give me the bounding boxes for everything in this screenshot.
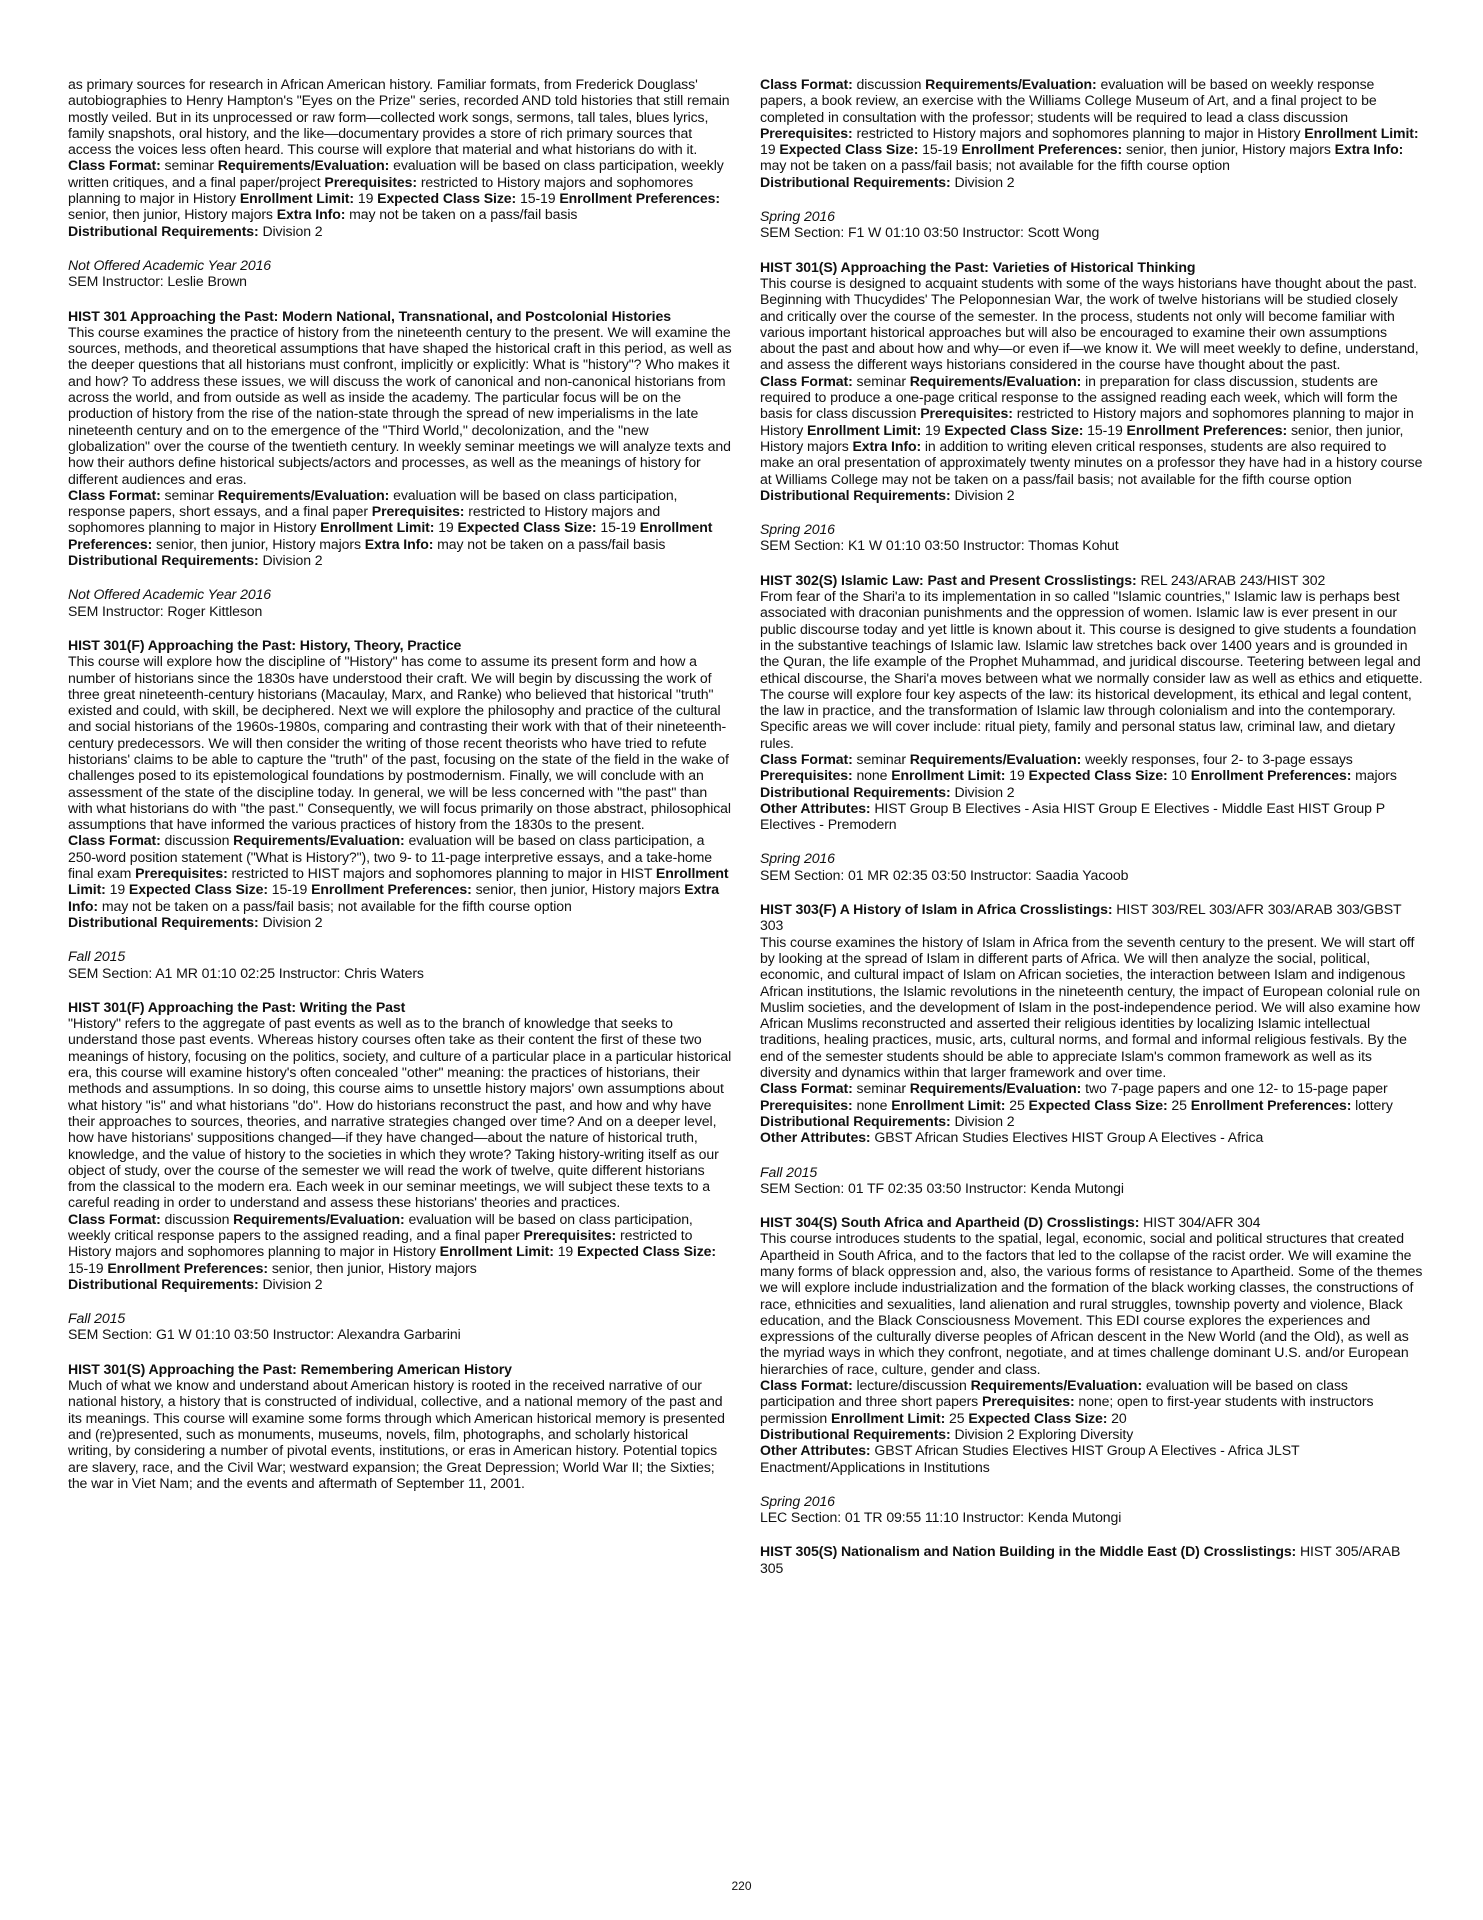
detail-value: 15-19 <box>600 519 636 536</box>
course-details <box>760 751 1424 784</box>
detail-value: senior, then junior, History majors <box>68 206 273 223</box>
detail-label: Class Format: <box>760 1377 853 1394</box>
attribute-value: Division 2 <box>262 913 323 930</box>
detail-label: Expected Class Size: <box>1028 767 1168 784</box>
attribute-value: Division 2 <box>262 552 323 569</box>
crosslistings-label: Crosslistings: <box>1044 571 1137 588</box>
detail-label: Requirements/Evaluation: <box>909 372 1082 389</box>
course-attribute <box>760 1442 1424 1475</box>
course-title <box>760 901 1424 934</box>
course-entry <box>760 572 1424 833</box>
detail-value: seminar <box>856 372 906 389</box>
left-column <box>68 76 732 1509</box>
detail-value: discussion <box>164 832 230 849</box>
detail-value: 25 <box>949 1409 965 1426</box>
attribute-label: Other Attributes: <box>760 1129 871 1146</box>
crosslistings-value: REL 243/ARAB 243/HIST 302 <box>1140 571 1326 588</box>
detail-label: Requirements/Evaluation: <box>970 1377 1143 1394</box>
course-details <box>68 832 732 913</box>
page-number: 220 <box>731 1879 752 1893</box>
course-title <box>68 308 732 324</box>
attribute-value: Division 2 <box>262 1275 323 1292</box>
attribute-value: Division 2 Exploring Diversity <box>954 1425 1134 1442</box>
detail-value: restricted to HIST majors and sophomores planning to major in HIST <box>231 865 653 882</box>
detail-value: 10 <box>1171 767 1187 784</box>
detail-value: may not be taken on a pass/fail basis <box>437 535 666 552</box>
detail-label: Prerequisites: <box>135 865 228 882</box>
detail-label: Expected Class Size: <box>779 141 919 158</box>
detail-label: Class Format: <box>68 157 161 174</box>
detail-value: 15-19 <box>519 190 556 207</box>
attribute-value: Division 2 <box>954 486 1015 503</box>
detail-value: majors <box>1355 767 1397 784</box>
crosslistings-value: HIST 304/AFR 304 <box>1143 1214 1261 1231</box>
detail-label: Enrollment Preferences: <box>311 881 472 898</box>
course-title-text: HIST 301(S) Approaching the Past: Remembering American History <box>68 1360 512 1377</box>
course-entry <box>760 76 1424 190</box>
detail-label: Expected Class Size: <box>377 190 517 207</box>
attribute-label: Distributional Requirements: <box>760 1425 951 1442</box>
crosslistings-label: Crosslistings: <box>1046 1214 1140 1231</box>
detail-value: 19 <box>925 421 941 438</box>
detail-label: Enrollment Preferences: <box>1190 767 1352 784</box>
course-details <box>760 76 1424 174</box>
detail-label: Class Format: <box>760 750 853 767</box>
course-details <box>68 487 732 552</box>
detail-value: in preparation for class discussion, students are required to produce a one-page critical response to the assigned reading each week, which will form the basis for class discussion <box>760 372 1398 422</box>
offering-term: Spring 2016 <box>760 208 835 225</box>
detail-label: Prerequisites: <box>523 1227 617 1243</box>
attribute-label: Distributional Requirements: <box>68 552 259 569</box>
detail-value: evaluation will be based on class participation, weekly critical response papers to the assigned reading, and a final paper <box>68 1210 693 1243</box>
detail-value: restricted to History majors and sophomores planning to major in History <box>856 124 1301 141</box>
course-description: The course will explore four key aspects of the law: its historical development, its ethical and legal content, the law in practice, and the transformation of Islamic law through colonialism and into the contemporary. Specific areas we will cover include: ritual piety, family and personal status law, criminal law, and dietary rules. <box>760 685 1412 751</box>
course-entry <box>68 76 732 239</box>
detail-label: Prerequisites: <box>760 1096 853 1113</box>
detail-label: Class Format: <box>760 372 853 389</box>
right-column <box>760 76 1424 1594</box>
crosslistings-label: Crosslistings: <box>1203 1543 1297 1560</box>
offering-section: SEM Section: 01 MR 02:35 03:50 Instructor: Saadia Yacoob <box>760 866 1129 883</box>
detail-value: senior, then junior, History majors <box>760 421 1404 454</box>
course-description: This course will explore how the discipline of "History" has come to assume its present form and how a number of historians since the 1830s have understood their craft. We will begin by discussing the work of three great nineteenth-century historians (Macaulay, Marx, and Ranke) who believed that historical "truth" existed and could, with skill, be deciphered. Next we will explore the philosophy and practice of the cultural and social historians of the 1960s-1980s, comparing and contrasting their work with that of their nineteenth-century predecessors. We will then consider the writing of those recent theorists who have tried to refute historians' claims to be able to capture the "truth" of the past, focusing on the state of the field in the wake of challenges posed to its epistemological foundations by postmodernism. Finally, we will conclude with an assessment of the state of the discipline today. In general, we will be less concerned with "the past" than with what historians do with "the past." Consequently, we will focus primarily on those abstract, philosophical assumptions that have informed the various practices of history from the 1830s to the present. <box>68 653 731 833</box>
detail-value: restricted to History majors and sophomores planning to major in History <box>760 405 1414 438</box>
detail-label: Enrollment Limit: <box>320 519 435 536</box>
detail-label: Requirements/Evaluation: <box>909 1080 1082 1097</box>
course-attribute <box>68 552 732 568</box>
detail-label: Enrollment Limit: <box>68 865 729 898</box>
detail-label: Expected Class Size: <box>577 1243 716 1260</box>
course-title <box>68 999 732 1015</box>
course-title <box>760 572 1424 588</box>
detail-label: Prerequisites: <box>920 405 1013 422</box>
detail-value: seminar <box>856 750 906 767</box>
course-attribute <box>760 1129 1424 1145</box>
detail-label: Expected Class Size: <box>1028 1096 1168 1113</box>
offering-term: Spring 2016 <box>760 1492 835 1509</box>
detail-value: 20 <box>1111 1409 1127 1426</box>
offering-term: Fall 2015 <box>68 948 126 965</box>
course-description: "History" refers to the aggregate of past events as well as to the branch of knowledge that seeks to understand those past events. Whereas history courses often take as their content the first of these two meanings of history, focusing on the politics, society, and culture of a particular place in a particular historical era, this course will examine history's often concealed "other" meaning: the practices of historians, their methods and assumptions. In so doing, this course aims to unsettle history majors' own assumptions about what history "is" and what historians "do". How do historians reconstruct the past, and how and why have their approaches to sources, theories, and narrative strategies changed over time? And on a deeper level, how have historians' suppositions changed—if they have changed—about the nature of historical truth, knowledge, and the value of history to the societies in which they wrote? Taking history-writing itself as our object of study, over the course of the semester we will read the work of twelve, quite different historians from the classical to the modern era. Each week in our seminar meetings, we will subject these texts to a careful reading in order to understand and assess these historians' theories and practices. <box>68 1015 732 1211</box>
detail-value: evaluation will be based on class participation and three short papers <box>760 1377 1348 1410</box>
detail-label: Prerequisites: <box>324 173 417 190</box>
detail-label: Prerequisites: <box>371 503 465 520</box>
attribute-label: Distributional Requirements: <box>760 173 951 190</box>
detail-label: Expected Class Size: <box>968 1409 1108 1426</box>
course-entry <box>760 901 1424 1145</box>
detail-value: restricted to History majors and sophomores planning to major in History <box>68 173 694 207</box>
detail-value: evaluation will be based on weekly response papers, a book review, an exercise with the Williams College Museum of Art, and a final project to be completed in consultation with the professor; students will be required to lead a class discussion <box>760 76 1377 125</box>
detail-label: Enrollment Preferences: <box>1126 421 1288 438</box>
detail-label: Class Format: <box>68 1210 161 1227</box>
detail-label: Prerequisites: <box>760 767 853 784</box>
course-description: Much of what we know and understand about American history is rooted in the received narrative of our national history, a history that is constructed of individual, collective, and a national memory of the past and its meanings. This course will examine some forms through which American historical memory is presented and (re)presented, such as monuments, museums, novels, film, photographs, and scholarly historical writing, by considering a number of pivotal events, institutions, or eras in American history. Potential topics are slavery, race, and the Civil War; westward expansion; the Great Depression; World War II; the Sixties; the war in Viet Nam; and the events and aftermath of September 11, 2001. <box>68 1377 725 1491</box>
course-title <box>68 1361 732 1377</box>
detail-value: senior, then junior, History majors <box>475 881 681 898</box>
attribute-label: Other Attributes: <box>760 1442 871 1459</box>
offering-term: Fall 2015 <box>68 1310 126 1327</box>
detail-label: Enrollment Limit: <box>439 1243 554 1260</box>
crosslistings-value: HIST 303/REL 303/AFR 303/ARAB 303/GBST 303 <box>760 901 1402 934</box>
detail-label: Class Format: <box>68 832 161 849</box>
detail-label: Class Format: <box>760 1080 853 1097</box>
course-title <box>760 259 1424 275</box>
attribute-label: Distributional Requirements: <box>68 1275 259 1292</box>
course-title-text: HIST 302(S) Islamic Law: Past and Present <box>760 571 1041 588</box>
course-entry <box>760 1543 1424 1576</box>
detail-label: Enrollment Limit: <box>1304 124 1419 141</box>
course-offering <box>760 521 1424 554</box>
course-entry <box>68 637 732 930</box>
offering-section: SEM Section: K1 W 01:10 03:50 Instructor: Thomas Kohut <box>760 537 1119 554</box>
detail-value: none <box>856 767 888 784</box>
detail-label: Class Format: <box>760 76 853 92</box>
detail-value: 19 <box>557 1243 574 1260</box>
detail-value: weekly responses, four 2- to 3-page essays <box>1085 750 1353 767</box>
detail-value: may not be taken on a pass/fail basis; not available for the fifth course option <box>101 897 572 914</box>
offering-section: SEM Section: 01 TF 02:35 03:50 Instructor: Kenda Mutongi <box>760 1179 1124 1196</box>
attribute-label: Other Attributes: <box>760 799 871 816</box>
offering-term: Not Offered Academic Year 2016 <box>68 256 272 273</box>
detail-value: discussion <box>856 76 922 92</box>
attribute-value: Division 2 <box>262 222 323 239</box>
detail-label: Expected Class Size: <box>128 881 268 898</box>
attribute-value: GBST African Studies Electives HIST Group A Electives - Africa JLST Enactment/Applications in Institutions <box>760 1442 1300 1475</box>
detail-value: 19 <box>357 190 374 207</box>
attribute-value: Division 2 <box>954 783 1015 800</box>
course-details <box>68 1211 732 1276</box>
course-offering <box>68 1310 732 1343</box>
offering-section: SEM Instructor: Leslie Brown <box>68 273 247 290</box>
detail-label: Extra Info: <box>1334 141 1404 158</box>
attribute-label: Distributional Requirements: <box>68 913 259 930</box>
detail-value: senior, then junior, History majors <box>156 535 361 552</box>
detail-value: none <box>856 1096 888 1113</box>
detail-value: may not be taken on a pass/fail basis <box>349 206 578 223</box>
attribute-label: Distributional Requirements: <box>760 486 951 503</box>
detail-value: 19 <box>109 881 126 898</box>
detail-value: discussion <box>164 1210 230 1227</box>
detail-label: Extra Info: <box>364 535 434 552</box>
attribute-value: HIST Group B Electives - Asia HIST Group E Electives - Middle East HIST Group P Electives - Premodern <box>760 799 1385 833</box>
course-title-text: HIST 305(S) Nationalism and Nation Building in the Middle East (D) <box>760 1543 1200 1560</box>
course-offering <box>68 948 732 981</box>
attribute-value: GBST African Studies Electives HIST Group A Electives - Africa <box>874 1129 1264 1146</box>
detail-value: restricted to History majors and sophomores planning to major in History <box>68 1227 693 1260</box>
detail-value: in addition to writing eleven critical responses, students are also required to make an oral presentation of approximately twenty minutes on a professor they have had in a history course at Williams College may not be taken on a pass/fail basis; not available for the fifth course option <box>760 437 1423 487</box>
offering-section: SEM Section: G1 W 01:10 03:50 Instructor: Alexandra Garbarini <box>68 1326 461 1343</box>
crosslistings-label: Crosslistings: <box>1019 901 1113 918</box>
detail-value: 25 <box>1171 1096 1187 1113</box>
detail-label: Requirements/Evaluation: <box>925 76 1097 92</box>
detail-label: Enrollment Limit: <box>891 1096 1006 1113</box>
offering-section: LEC Section: 01 TR 09:55 11:10 Instructor: Kenda Mutongi <box>760 1509 1122 1526</box>
course-description: This course examines the practice of history from the nineteenth century to the present. We will examine the sources, methods, and theoretical assumptions that have shaped the historical craft in this period, as well as the deeper questions that all historians must confront, implicitly or explicitly: What is "history"? Who makes it and how? To address these issues, we will discuss the work of canonical and non-canonical historians from across the world, and from outside as well as inside the academy. The particular focus will be on the production of history from the rise of the nation-state through the spread of new imperialisms in the late nineteenth century and on to the emergence of the "Third World," decolonization, and the "new globalization" over the course of the twentieth century. In weekly seminar meetings we will analyze texts and how their authors define historical subjects/actors and processes, as well as the meanings of history for different audiences and eras. <box>68 323 732 487</box>
detail-label: Enrollment Preferences: <box>1190 1096 1352 1113</box>
attribute-label: Distributional Requirements: <box>760 783 951 800</box>
detail-value: evaluation will be based on class participation, response papers, short essays, and a final paper <box>68 486 678 520</box>
detail-value: 15-19 <box>1087 421 1123 438</box>
course-offering <box>760 1164 1424 1197</box>
offering-section: SEM Section: F1 W 01:10 03:50 Instructor: Scott Wong <box>760 224 1100 241</box>
detail-value: seminar <box>164 157 214 174</box>
course-entry <box>68 1361 732 1491</box>
course-offering <box>68 257 732 290</box>
course-offering <box>68 586 732 619</box>
detail-value: restricted to History majors and sophomores planning to major in History <box>68 503 661 536</box>
course-title <box>760 1543 1424 1576</box>
course-entry <box>68 999 732 1292</box>
detail-value: 19 <box>760 141 776 158</box>
offering-term: Fall 2015 <box>760 1163 818 1180</box>
detail-value: lecture/discussion <box>856 1377 967 1394</box>
detail-label: Requirements/Evaluation: <box>233 1210 405 1227</box>
course-title-text: HIST 301(S) Approaching the Past: Varieties of Historical Thinking <box>760 258 1196 275</box>
detail-value: seminar <box>164 486 214 503</box>
course-title-text: HIST 301(F) Approaching the Past: History, Theory, Practice <box>68 636 462 653</box>
detail-label: Expected Class Size: <box>457 519 597 536</box>
detail-value: lottery <box>1355 1096 1393 1113</box>
course-details <box>760 1377 1424 1426</box>
detail-value: 15-19 <box>68 1259 104 1276</box>
offering-term: Spring 2016 <box>760 521 835 538</box>
detail-value: evaluation will be based on class participation, weekly written critiques, and a final paper/project <box>68 157 724 190</box>
course-attribute <box>68 1276 732 1292</box>
detail-value: 15-19 <box>271 881 308 898</box>
detail-label: Enrollment Limit: <box>239 190 354 207</box>
offering-section: SEM Instructor: Roger Kittleson <box>68 602 263 619</box>
detail-value: senior, then junior, History majors <box>271 1259 477 1276</box>
detail-label: Class Format: <box>68 486 161 503</box>
crosslistings-value: HIST 305/ARAB 305 <box>760 1543 1401 1576</box>
course-offering <box>760 850 1424 883</box>
course-attribute <box>760 487 1424 503</box>
course-title-text: HIST 301(F) Approaching the Past: Writing the Past <box>68 998 406 1015</box>
detail-label: Enrollment Limit: <box>830 1409 946 1426</box>
attribute-value: Division 2 <box>954 1112 1015 1129</box>
detail-value: seminar <box>856 1080 906 1097</box>
detail-label: Extra Info: <box>276 206 346 223</box>
detail-label: Enrollment Limit: <box>806 421 922 438</box>
detail-label: Enrollment Limit: <box>891 767 1006 784</box>
course-attribute <box>760 1113 1424 1129</box>
course-details <box>68 157 732 222</box>
detail-value: 19 <box>438 519 454 536</box>
detail-value: evaluation will be based on class participation, a 250-word position statement ("What is History?"), two 9- to 11-page interpretive essays, and a take-home final exam <box>68 832 713 882</box>
course-entry <box>68 308 732 569</box>
detail-label: Prerequisites: <box>760 124 853 141</box>
course-title <box>760 1214 1424 1230</box>
course-title <box>68 637 732 653</box>
detail-label: Requirements/Evaluation: <box>233 832 405 849</box>
detail-value: 19 <box>1009 767 1025 784</box>
offering-term: Not Offered Academic Year 2016 <box>68 586 272 603</box>
detail-label: Enrollment Preferences: <box>559 190 720 207</box>
course-attribute <box>760 174 1424 190</box>
detail-value: 25 <box>1009 1096 1025 1113</box>
detail-label: Requirements/Evaluation: <box>217 157 390 174</box>
detail-label: Extra Info: <box>852 437 922 454</box>
detail-value: none; open to first-year students with instructors permission <box>760 1393 1374 1426</box>
attribute-label: Distributional Requirements: <box>68 222 259 239</box>
detail-value: 15-19 <box>922 141 958 158</box>
course-offering <box>760 208 1424 241</box>
offering-term: Spring 2016 <box>760 850 835 867</box>
offering-section: SEM Section: A1 MR 01:10 02:25 Instructor: Chris Waters <box>68 964 424 981</box>
course-description: From fear of the Shari'a to its implementation in so called "Islamic countries," Islamic law is perhaps best associated with draconian punishments and the oppression of women. Islamic law is ever present in our public discourse today and yet little is known about it. This course is designed to give students a foundation in the substantive teachings of Islamic law. Islamic law stretches back over 1400 years and is grounded in the Quran, the life example of the Prophet Muhammad, and juridical discourse. Teetering between legal and ethical discourse, the Shari'a moves between what we normally consider law as well as ethics and etiquette. <box>760 588 1423 686</box>
detail-value: two 7-page papers and one 12- to 15-page paper <box>1085 1080 1388 1097</box>
course-offering <box>760 1493 1424 1526</box>
course-title-text: HIST 303(F) A History of Islam in Africa <box>760 901 1017 918</box>
course-details <box>760 1080 1424 1113</box>
attribute-value: Division 2 <box>954 173 1015 190</box>
course-attribute <box>760 800 1424 833</box>
attribute-label: Distributional Requirements: <box>760 1112 951 1129</box>
detail-label: Extra Info: <box>68 881 720 914</box>
detail-label: Enrollment Preferences: <box>961 141 1123 158</box>
detail-label: Requirements/Evaluation: <box>217 486 390 503</box>
course-attribute <box>68 223 732 239</box>
course-entry <box>760 259 1424 503</box>
course-title-text: HIST 304(S) South Africa and Apartheid (D) <box>760 1214 1043 1231</box>
detail-value: senior, then junior, History majors <box>1125 141 1331 158</box>
course-title-text: HIST 301 Approaching the Past: Modern National, Transnational, and Postcolonial Histories <box>68 307 671 324</box>
course-entry <box>760 1214 1424 1475</box>
detail-label: Prerequisites: <box>981 1393 1075 1410</box>
course-attribute <box>760 1426 1424 1442</box>
course-description: This course examines the history of Islam in Africa from the seventh century to the present. We will start off by looking at the spread of Islam in different parts of Africa. We will then analyze the social, political, economic, and cultural impact of Islam on African societies, the interaction between Islam and indigenous African institutions, the Islamic revolutions in the nineteenth century, the impact of European colonial rule on Muslim societies, and the development of Islam in the post-independence period. We will also examine how African Muslims reconstructed and asserted their religious identities by localizing Islamic intellectual traditions, healing practices, music, arts, cultural norms, and formal and informal religious festivals. By the end of the semester students should be able to appreciate Islam's common framework as well as its diversity and dynamics within that larger framework and over time. <box>760 933 1420 1081</box>
course-attribute <box>760 784 1424 800</box>
course-description: This course introduces students to the spatial, legal, economic, social and political structures that created Apartheid in South Africa, and to the factors that led to the collapse of the racist order. We will examine the many forms of black oppression and, also, the various forms of resistance to Apartheid. Some of the themes we will explore include industrialization and the formation of the black working classes, the constructions of race, ethnicities and sexualities, land alienation and rural struggles, township poverty and violence, Black education, and the Black Consciousness Movement. This EDI course explores the experiences and expressions of the culturally diverse peoples of African descent in the New World (and the Old), as well as the myriad ways in which they confront, negotiate, and at times challenge dominant U.S. and/or European hierarchies of race, culture, gender and class. <box>760 1230 1423 1377</box>
detail-label: Requirements/Evaluation: <box>909 750 1082 767</box>
course-details <box>760 373 1424 487</box>
course-description: as primary sources for research in African American history. Familiar formats, from Frederick Douglass' autobiographies to Henry Hampton's "Eyes on the Prize" series, recorded AND told histories that still remain mostly veiled. But in its unprocessed or raw form—collected work songs, sermons, tall tales, blues lyrics, family snapshots, oral history, and the like—documentary provides a store of rich primary sources that access the voices less often heard. This course will explore that material and what historians do with it. <box>68 76 730 158</box>
detail-label: Enrollment Preferences: <box>107 1259 268 1276</box>
course-attribute <box>68 914 732 930</box>
detail-label: Enrollment Preferences: <box>68 519 713 552</box>
detail-value: may not be taken on a pass/fail basis; not available for the fifth course option <box>760 157 1230 174</box>
course-description: This course is designed to acquaint students with some of the ways historians have thought about the past. Beginning with Thucydides' The Peloponnesian War, the work of twelve historians will be studied closely and critically over the course of the semester. In the process, students not only will become familiar with various important historical approaches but will also be encouraged to examine their own assumptions about the past and about how and why—or even if—we know it. We will meet weekly to define, understand, and assess the different ways historians considered in the course have thought about the past. <box>760 274 1419 373</box>
detail-label: Expected Class Size: <box>944 421 1084 438</box>
